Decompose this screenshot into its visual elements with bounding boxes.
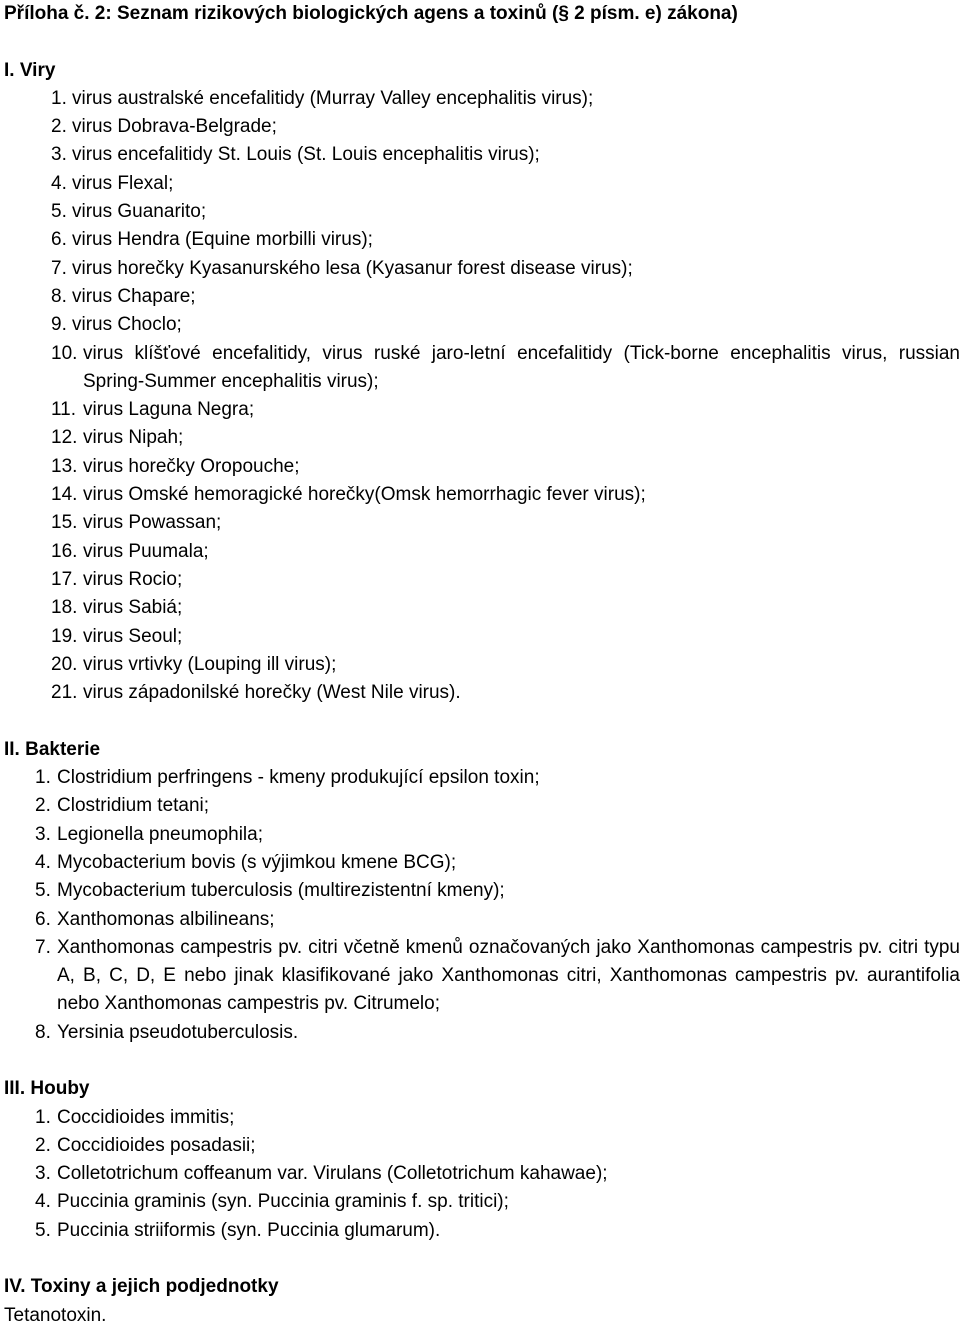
list-item [4, 1132, 960, 1160]
list-item [4, 1160, 960, 1188]
item-number: 11. [51, 399, 77, 421]
list-item [4, 481, 960, 509]
list-item [4, 594, 960, 622]
item-number: 5. [35, 1219, 51, 1241]
list-item [4, 651, 960, 679]
item-number: 21. [51, 682, 78, 704]
toxin-item: Tetanotoxin. [4, 1304, 107, 1326]
list-item [4, 311, 960, 339]
item-number: 1. [51, 87, 67, 109]
item-text: virus Flexal; [72, 172, 174, 194]
item-number: 2. [35, 1134, 51, 1156]
item-number: 2. [51, 116, 67, 138]
list-item [4, 1188, 960, 1216]
item-text: virus Rocio; [83, 568, 183, 590]
list-item [4, 85, 960, 113]
list-item [4, 113, 960, 141]
item-number: 6. [35, 908, 51, 930]
item-number: 13. [51, 455, 78, 477]
item-text: virus Chapare; [72, 285, 196, 307]
item-number: 8. [51, 285, 67, 307]
list-item [4, 170, 960, 198]
item-number: 14. [51, 484, 78, 506]
list-item [4, 934, 960, 1019]
fungi-list [4, 1104, 960, 1245]
item-number: 16. [51, 540, 78, 562]
list-item [4, 792, 960, 820]
section-heading-fungi: III. Houby [4, 1078, 90, 1100]
item-number: 10. [51, 342, 78, 364]
virus-list [4, 85, 960, 708]
list-item [4, 1019, 960, 1047]
list-item [4, 821, 960, 849]
list-item [4, 396, 960, 424]
item-text: Puccinia graminis (syn. Puccinia graminis f. sp. tritici); [57, 1191, 509, 1213]
list-item [4, 255, 960, 283]
item-text: virus australské encefalitidy (Murray Valley encephalitis virus); [72, 87, 594, 109]
item-text: virus Laguna Negra; [83, 399, 255, 421]
document-page [4, 0, 960, 1325]
list-item [4, 453, 960, 481]
document-title: Příloha č. 2: Seznam rizikových biologických agens a toxinů (§ 2 písm. e) zákona) [4, 3, 738, 24]
item-text: virus Dobrava-Belgrade; [72, 116, 277, 138]
item-text: virus vrtivky (Louping ill virus); [83, 653, 337, 675]
bacteria-list [4, 764, 960, 1047]
list-item [4, 283, 960, 311]
item-number: 5. [35, 880, 51, 902]
item-text: virus encefalitidy St. Louis (St. Louis encephalitis virus); [72, 144, 540, 166]
item-number: 7. [51, 257, 67, 279]
item-number: 1. [35, 767, 51, 789]
list-item [4, 764, 960, 792]
item-number: 1. [35, 1106, 51, 1128]
spacer [4, 1245, 960, 1273]
item-text: virus západonilské horečky (West Nile virus). [83, 682, 461, 704]
item-text: Xanthomonas campestris pv. citri včetně kmenů označovaných jako Xanthomonas campestris pv. citri typu A, B, C, D, E nebo jinak klasifikované jako Xanthomonas citri, Xanthomonas campestris pv. aurantifolia nebo Xanthomonas campestris pv. Citrumelo; [57, 936, 960, 1015]
item-number: 3. [35, 1163, 51, 1185]
item-number: 4. [51, 172, 67, 194]
list-item [4, 424, 960, 452]
list-item [4, 566, 960, 594]
list-item [4, 1104, 960, 1132]
item-text: virus horečky Oropouche; [83, 455, 300, 477]
item-text: virus Guanarito; [72, 201, 207, 223]
item-text: virus klíšťové encefalitidy, virus ruské jaro-letní encefalitidy (Tick-borne encephalitis virus, russian Spring-Summer encephalitis virus); [83, 342, 960, 392]
item-text: Yersinia pseudotuberculosis. [57, 1021, 299, 1043]
list-item [4, 623, 960, 651]
item-number: 9. [51, 314, 67, 336]
item-text: Clostridium tetani; [57, 795, 210, 817]
item-number: 2. [35, 795, 51, 817]
item-text: Coccidioides immitis; [57, 1106, 235, 1128]
item-text: virus Hendra (Equine morbilli virus); [72, 229, 373, 251]
item-text: virus Puumala; [83, 540, 209, 562]
list-item [4, 198, 960, 226]
section-heading-bacteria: II. Bakterie [4, 738, 101, 760]
list-item [4, 849, 960, 877]
item-number: 18. [51, 597, 78, 619]
item-number: 12. [51, 427, 78, 449]
item-number: 17. [51, 568, 78, 590]
item-text: virus Seoul; [83, 625, 183, 647]
item-number: 5. [51, 201, 67, 223]
section-heading-toxins: IV. Toxiny a jejich podjednotky [4, 1276, 279, 1298]
item-number: 15. [51, 512, 78, 534]
item-number: 19. [51, 625, 78, 647]
item-text: Mycobacterium bovis (s výjimkou kmene BCG); [57, 851, 457, 873]
item-number: 6. [51, 229, 67, 251]
list-item [4, 340, 960, 397]
item-number: 3. [51, 144, 67, 166]
item-text: Colletotrichum coffeanum var. Virulans (Colletotrichum kahawae); [57, 1163, 608, 1185]
list-item [4, 877, 960, 905]
list-item [4, 226, 960, 254]
item-text: Puccinia striiformis (syn. Puccinia glumarum). [57, 1219, 441, 1241]
item-text: Xanthomonas albilineans; [57, 908, 275, 930]
list-item [4, 141, 960, 169]
item-text: virus Choclo; [72, 314, 182, 336]
list-item [4, 509, 960, 537]
list-item [4, 538, 960, 566]
item-text: Legionella pneumophila; [57, 823, 263, 845]
item-text: virus Powassan; [83, 512, 222, 534]
section-heading-viruses: I. Viry [4, 59, 56, 81]
list-item [4, 679, 960, 707]
item-number: 20. [51, 653, 78, 675]
item-number: 8. [35, 1021, 51, 1043]
item-number: 4. [35, 851, 51, 873]
spacer [4, 28, 960, 56]
list-item [4, 906, 960, 934]
spacer [4, 1047, 960, 1075]
spacer [4, 707, 960, 735]
item-text: virus Omské hemoragické horečky(Omsk hemorrhagic fever virus); [83, 484, 646, 506]
item-text: Mycobacterium tuberculosis (multirezistentní kmeny); [57, 880, 505, 902]
item-text: virus horečky Kyasanurského lesa (Kyasanur forest disease virus); [72, 257, 633, 279]
item-number: 4. [35, 1191, 51, 1213]
item-text: virus Sabiá; [83, 597, 183, 619]
item-number: 7. [35, 936, 51, 958]
item-text: Coccidioides posadasii; [57, 1134, 256, 1156]
item-text: Clostridium perfringens - kmeny produkující epsilon toxin; [57, 767, 540, 789]
item-number: 3. [35, 823, 51, 845]
item-text: virus Nipah; [83, 427, 184, 449]
list-item [4, 1217, 960, 1245]
